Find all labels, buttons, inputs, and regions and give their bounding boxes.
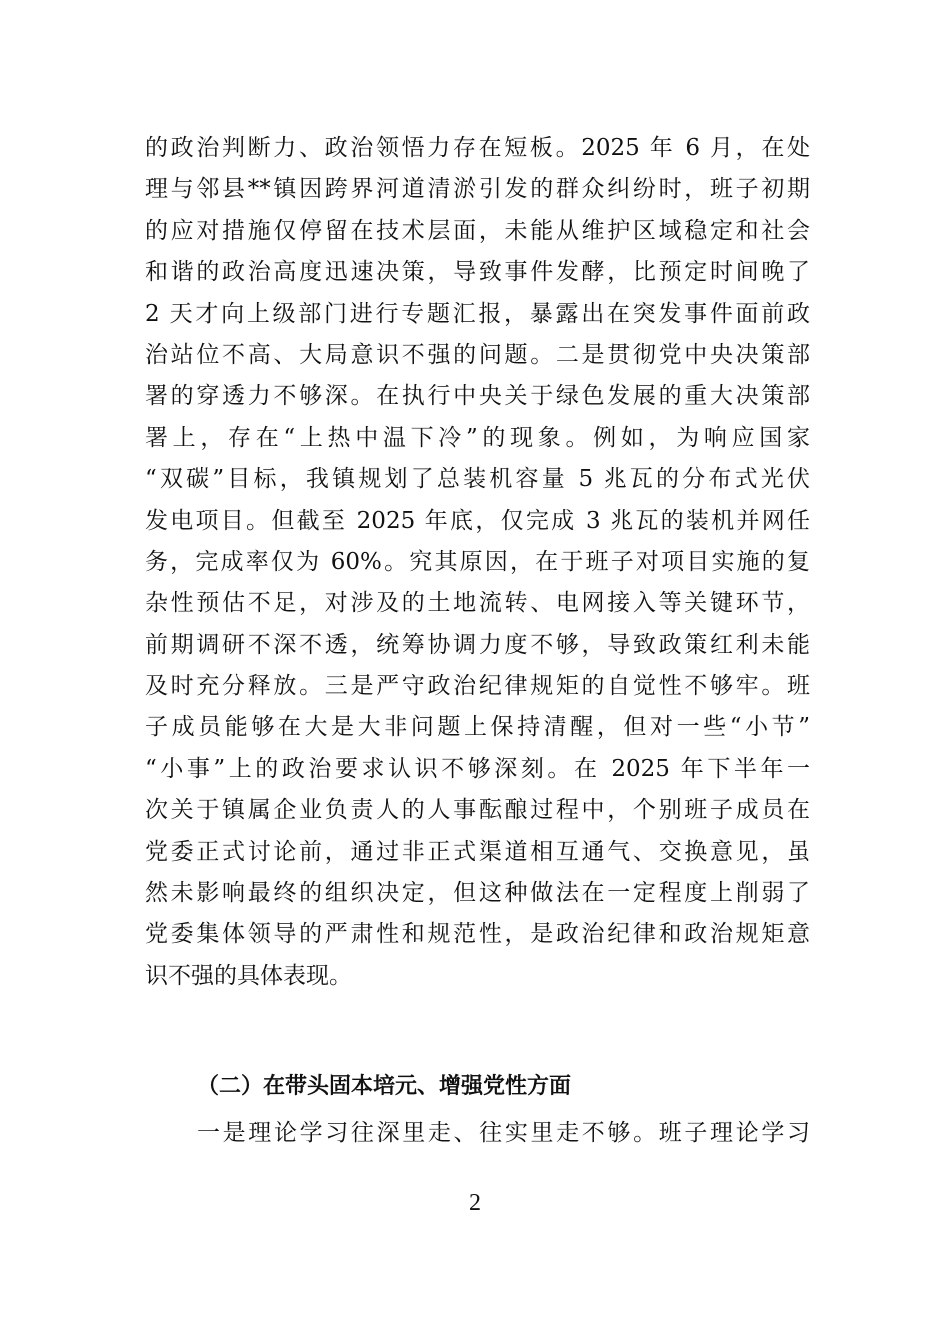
text-line: 务，完成率仅为 60%。究其原因，在于班子对项目实施的复 xyxy=(145,548,810,575)
page-number: 2 xyxy=(469,1190,481,1216)
section-heading: （二）在带头固本培元、增强党性方面 xyxy=(197,1074,572,1099)
text-line: 署上，存在“上热中温下冷”的现象。例如，为响应国家 xyxy=(145,424,810,451)
text-line: 识不强的具体表现。 xyxy=(145,962,352,989)
text-line: 前期调研不深不透，统筹协调力度不够，导致政策红利未能 xyxy=(145,631,810,658)
text-line: 理与邻县**镇因跨界河道清淤引发的群众纠纷时，班子初期 xyxy=(145,176,810,203)
text-line: 次关于镇属企业负责人的人事酝酿过程中，个别班子成员在 xyxy=(145,797,810,824)
text-line: 党委集体领导的严肃性和规范性，是政治纪律和政治规矩意 xyxy=(145,921,810,948)
text-line: 及时充分释放。三是严守政治纪律规矩的自觉性不够牢。班 xyxy=(145,673,810,700)
text-line: 然未影响最终的组织决定，但这种做法在一定程度上削弱了 xyxy=(145,880,810,907)
text-line: 署的穿透力不够深。在执行中央关于绿色发展的重大决策部 xyxy=(145,383,810,410)
text-line: 子成员能够在大是大非问题上保持清醒，但对一些“小节” xyxy=(145,714,810,741)
paragraph-body xyxy=(145,128,810,997)
text-line: “小事”上的政治要求认识不够深刻。在 2025 年下半年一 xyxy=(145,755,810,782)
text-line: 杂性预估不足，对涉及的土地流转、电网接入等关键环节， xyxy=(145,590,810,617)
text-line: 发电项目。但截至 2025 年底，仅完成 3 兆瓦的装机并网任 xyxy=(145,507,810,534)
text-line: “双碳”目标，我镇规划了总装机容量 5 兆瓦的分布式光伏 xyxy=(145,466,810,493)
text-line: 和谐的政治高度迅速决策，导致事件发酵，比预定时间晚了 xyxy=(145,259,810,286)
text-line: 2 天才向上级部门进行专题汇报，暴露出在突发事件面前政 xyxy=(145,300,810,327)
text-line: 的政治判断力、政治领悟力存在短板。2025 年 6 月，在处 xyxy=(145,135,810,161)
paragraph-start: 一是理论学习往深里走、往实里走不够。班子理论学习 xyxy=(197,1120,810,1146)
text-line: 的应对措施仅停留在技术层面，未能从维护区域稳定和社会 xyxy=(145,217,810,244)
text-line: 治站位不高、大局意识不强的问题。二是贯彻党中央决策部 xyxy=(145,341,810,368)
text-line: 党委正式讨论前，通过非正式渠道相互通气、交换意见，虽 xyxy=(145,838,810,865)
